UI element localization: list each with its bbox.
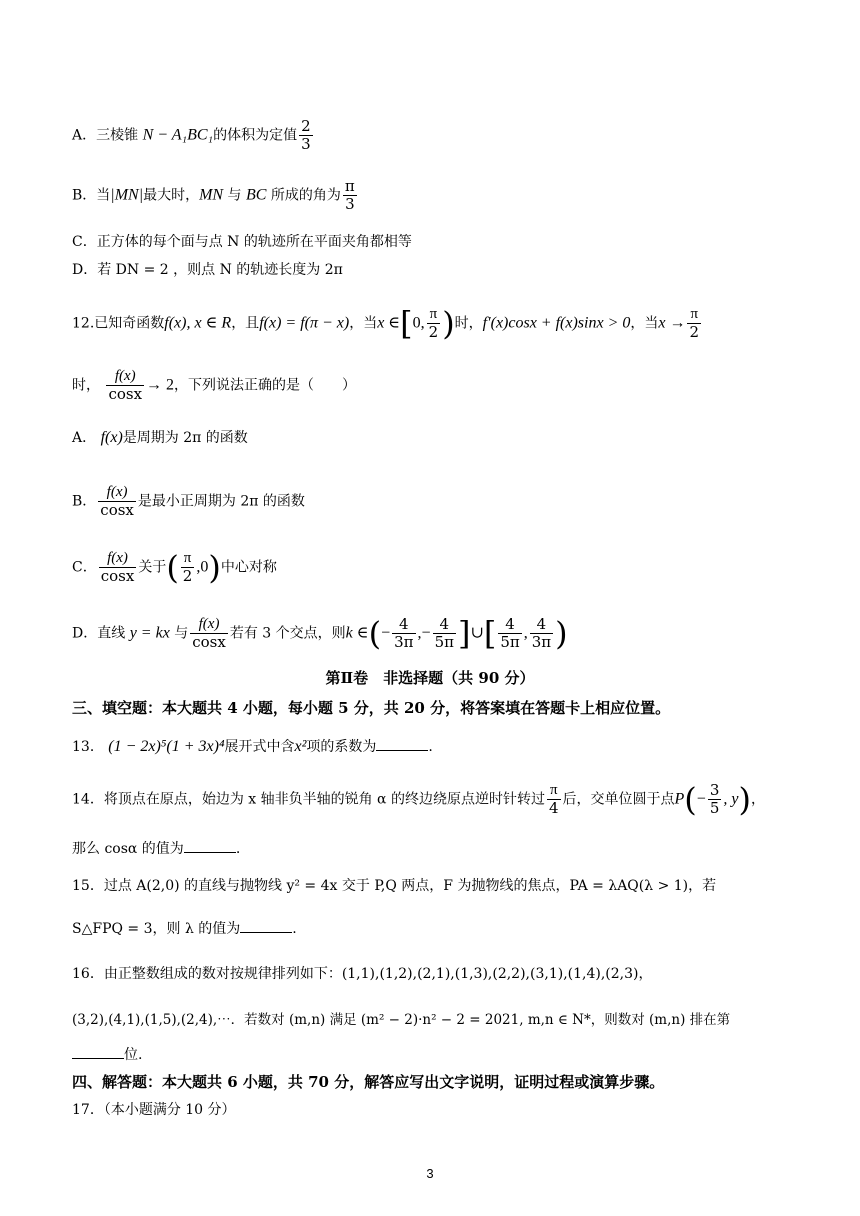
fraction-den: 3	[345, 195, 355, 213]
union-sign: ∪	[470, 624, 484, 642]
fraction-num: 4	[498, 616, 521, 634]
fraction	[530, 616, 553, 651]
stem-text: 后，交单位圆于点	[562, 791, 675, 808]
fraction-den: 3	[301, 135, 311, 153]
stem-text: 展开式中含	[224, 739, 295, 755]
math-expr: N − A₁BC₁	[142, 126, 214, 144]
q12-option-c	[72, 550, 277, 585]
q11-option-a	[72, 118, 315, 153]
section-3-title: 三、填空题：本大题共 4 小题，每小题 5 分，共 20 分，将答案填在答题卡上相应位置。	[72, 699, 671, 717]
option-label: A．	[72, 430, 97, 446]
stem-text: ，	[750, 791, 765, 808]
stem-text: 项的系数为	[306, 739, 377, 755]
q17: 17．（本小题满分 10 分）	[72, 1102, 236, 1118]
math-expr: y = kx	[129, 624, 170, 642]
math-expr: x²	[294, 738, 307, 755]
stem-text: ，当	[630, 315, 659, 332]
paren-left: (	[684, 780, 697, 819]
fraction	[181, 550, 195, 585]
q12-stem-line2	[72, 368, 356, 403]
math-expr: x →	[658, 314, 686, 332]
q16-line2: (3,2),(4,1),(1,5),(2,4),⋯．若数对 (m,n) 满足 (m² − 2)·n² − 2 = 2021, m,n ∈ N*，则数对 (m,n) 排在第	[72, 1012, 731, 1028]
option-label: B．	[72, 187, 97, 204]
paren-right: )	[442, 304, 455, 343]
stem-text: S△FPQ = 3，则 λ 的值为	[72, 921, 241, 937]
fraction-num: f(x)	[99, 550, 137, 568]
bracket-right: ]	[457, 614, 471, 653]
math-expr: P	[674, 790, 685, 808]
paren-left: (	[368, 614, 382, 653]
fraction	[392, 616, 415, 651]
fraction-den: 2	[428, 323, 439, 341]
math-expr: BC	[246, 186, 267, 204]
fraction-den: 5	[709, 799, 720, 817]
math-expr: ,0	[196, 558, 209, 576]
option-text: 与	[174, 625, 189, 642]
fraction-num: π	[547, 782, 561, 800]
fraction-den: cosx	[100, 567, 135, 585]
q11-option-c: C．正方体的每个面与点 N 的轨迹所在平面夹角都相等	[72, 234, 412, 250]
fraction-den: cosx	[108, 385, 143, 403]
fraction-num: π	[181, 550, 195, 568]
stem-text: .	[292, 921, 297, 937]
answer-blank[interactable]	[376, 736, 428, 751]
fraction	[498, 616, 521, 651]
q14-line1	[72, 782, 765, 817]
option-text: 中心对称	[220, 559, 277, 576]
math-expr: x ∈	[377, 314, 401, 332]
stem-text: 14．将顶点在原点，始边为 x 轴非负半轴的锐角 α 的终边绕原点逆时针转过	[72, 791, 545, 808]
fraction-num: 4	[530, 616, 553, 634]
math-expr: → 2	[146, 376, 175, 394]
stem-text: 位.	[124, 1047, 143, 1063]
fraction-den: 3π	[531, 633, 552, 651]
option-text: 与	[227, 187, 242, 204]
fraction-num: π	[687, 306, 701, 324]
paren-right: )	[738, 780, 751, 819]
fraction	[708, 782, 722, 817]
stem-text: ，下列说法正确的是（ ）	[174, 377, 357, 394]
section-4-title: 四、解答题：本大题共 6 小题，共 70 分，解答应写出文字说明，证明过程或演算步骤。	[72, 1073, 665, 1091]
fraction	[299, 118, 313, 153]
fraction-den: cosx	[100, 501, 134, 519]
math-expr: 0,	[412, 314, 425, 332]
option-text: 的体积为定值	[213, 127, 298, 144]
question-number: 13．	[72, 739, 104, 755]
math-expr: f(x), x ∈ R	[164, 314, 232, 332]
fraction-den: 2	[182, 567, 193, 585]
fraction	[98, 484, 136, 519]
fraction-den: 4	[548, 799, 559, 817]
stem-text: 时，	[454, 315, 483, 332]
q11-option-b	[72, 178, 359, 213]
minus-sign: −	[381, 624, 391, 642]
fraction-num: f(x)	[106, 368, 144, 386]
fraction	[343, 178, 357, 213]
option-text: 当	[96, 187, 111, 204]
paren-right: )	[555, 614, 568, 653]
option-label: B．	[72, 493, 97, 510]
option-text: 最大时，	[143, 187, 200, 204]
fraction	[687, 306, 701, 341]
math-expr: f(x) = f(π − x)	[259, 314, 350, 332]
fraction-num: π	[344, 177, 355, 195]
comma-minus: ,−	[417, 624, 431, 642]
math-expr: f(x)	[100, 429, 123, 446]
fraction	[427, 306, 441, 341]
stem-text: .	[235, 841, 241, 857]
math-expr: MN	[199, 186, 224, 204]
fraction	[106, 368, 144, 403]
fraction-den: 3π	[394, 633, 414, 651]
paren-left: (	[166, 548, 179, 587]
answer-blank[interactable]	[72, 1044, 124, 1059]
q15-line1: 15．过点 A(2,0) 的直线与抛物线 y² = 4x 交于 P,Q 两点，F 为抛物线的焦点，PA = λAQ(λ > 1)，若	[72, 878, 717, 894]
fraction-num: f(x)	[190, 616, 228, 634]
option-label: A．	[72, 127, 97, 144]
fraction-den: cosx	[192, 633, 226, 651]
page-number: 3	[426, 1166, 434, 1181]
q16-line1: 16．由正整数组成的数对按规律排列如下：(1,1),(1,2),(2,1),(1,3),(2,2),(3,1),(1,4),(2,3)，	[72, 966, 653, 982]
bracket-left: [	[483, 614, 497, 653]
option-text: 所成的角为	[270, 187, 341, 204]
bracket-left: [	[400, 304, 413, 343]
stem-text: 12.已知奇函数	[72, 315, 165, 332]
fraction	[433, 616, 456, 651]
fraction-den: 2	[689, 323, 700, 341]
math-expr: (1 − 2x)⁵(1 + 3x)⁴	[108, 738, 225, 755]
option-label: D．直线	[72, 625, 126, 642]
answer-blank[interactable]	[184, 838, 236, 853]
math-expr: |MN|	[110, 186, 144, 204]
fraction-num: 2	[301, 117, 311, 135]
q15-line2	[72, 918, 297, 939]
q12-option-a	[72, 428, 248, 448]
math-expr: k ∈	[345, 624, 369, 642]
math-expr: f′(x)cosx + f(x)sinx > 0	[482, 314, 631, 332]
fraction-den: 5π	[434, 633, 454, 651]
stem-text: 时，	[72, 377, 100, 394]
stem-text: .	[428, 739, 433, 755]
option-text: 是周期为 2π 的函数	[122, 430, 248, 446]
option-text: 关于	[138, 559, 167, 576]
fraction	[99, 550, 137, 585]
fraction-num: 3	[709, 781, 720, 799]
option-label: C．	[72, 559, 97, 576]
q11-option-d: D．若 DN = 2 ，则点 N 的轨迹长度为 2π	[72, 262, 343, 278]
option-text: 若有 3 个交点，则	[229, 625, 346, 642]
stem-text: ，且	[231, 315, 260, 332]
paren-right: )	[208, 548, 221, 587]
fraction-num: f(x)	[98, 484, 136, 502]
q14-line2	[72, 838, 240, 859]
fraction-den: 5π	[500, 633, 520, 651]
stem-text: 那么 cosα 的值为	[72, 841, 184, 857]
q12-option-b	[72, 484, 305, 519]
fraction	[190, 616, 228, 651]
option-text: 是最小正周期为 2π 的函数	[137, 493, 305, 510]
fraction	[547, 782, 561, 817]
stem-text: ，当	[349, 315, 378, 332]
q13	[72, 736, 433, 757]
fraction-num: π	[427, 306, 441, 324]
q16-line3	[72, 1044, 142, 1065]
section-2-title: 第Ⅱ卷 非选择题（共 90 分）	[325, 669, 535, 687]
q12-stem-line1	[72, 306, 703, 341]
math-expr: , y	[723, 790, 739, 808]
option-text: 三棱锥	[96, 127, 139, 144]
q12-option-d	[72, 616, 568, 651]
minus-sign: −	[696, 790, 706, 808]
comma: ,	[523, 624, 528, 642]
fraction-num: 4	[433, 616, 456, 634]
fraction-num: 4	[392, 616, 415, 634]
answer-blank[interactable]	[240, 918, 292, 933]
